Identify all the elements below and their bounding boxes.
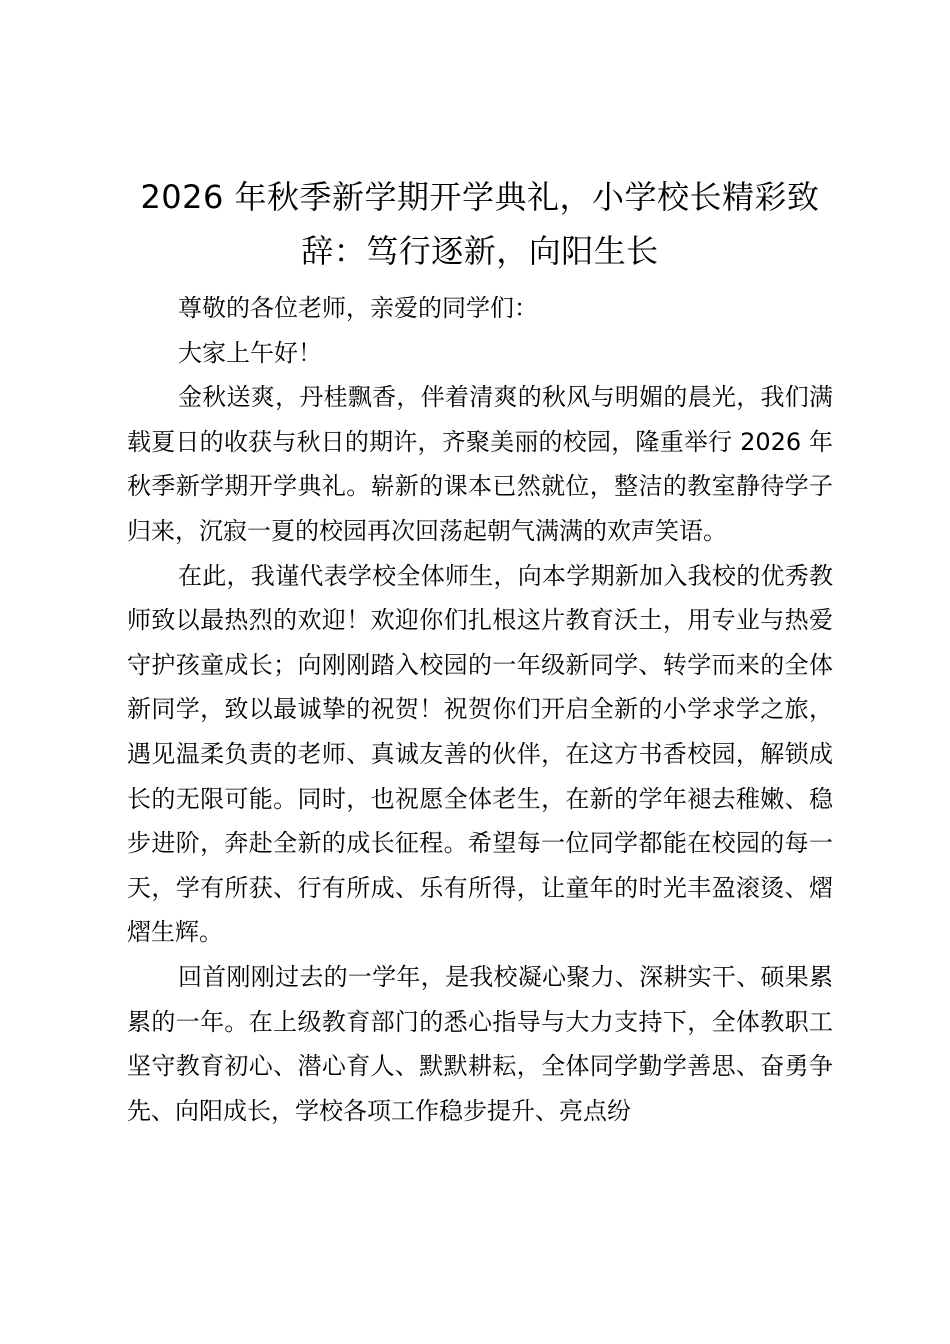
paragraph-review: 回首刚刚过去的一学年，是我校凝心聚力、深耕实干、硕果累累的一年。在上级教育部门的悉心指导与大力支持下，全体教职工坚守教育初心、潜心育人、默默耕耘，全体同学勤学善思、奋勇争先、向阳成长，学校各项工作稳步提升、亮点纷 [127, 962, 833, 1125]
paragraph-salutation: 尊敬的各位老师，亲爱的同学们： [178, 294, 538, 322]
paragraph-welcome: 在此，我谨代表学校全体师生，向本学期新加入我校的优秀教师致以最热烈的欢迎！欢迎你们扎根这片教育沃土，用专业与热爱守护孩童成长；向刚刚踏入校园的一年级新同学、转学而来的全体新同学，致以最诚挚的祝贺！祝贺你们开启全新的小学求学之旅，遇见温柔负责的老师、真诚友善的伙伴，在这方书香校园，解锁成长的无限可能。同时，也祝愿全体老生，在新的学年褪去稚嫩、稳步进阶，奔赴全新的成长征程。希望每一位同学都能在校园的每一天，学有所获、行有所成、乐有所得，让童年的时光丰盈滚烫、熠熠生辉。 [127, 561, 833, 947]
paragraph-greeting: 大家上午好！ [178, 338, 322, 367]
document-title: 2026 年秋季新学期开学典礼，小学校长精彩致辞：笃行逐新，向阳生长 [140, 178, 820, 270]
document-body [127, 286, 833, 1133]
document-page [127, 170, 833, 1133]
paragraph-opening: 金秋送爽，丹桂飘香，伴着清爽的秋风与明媚的晨光，我们满载夏日的收获与秋日的期许，齐聚美丽的校园，隆重举行 2026 年秋季新学期开学典礼。崭新的课本已然就位，整洁的教室静待学子归来，沉寂一夏的校园再次回荡起朝气满满的欢声笑语。 [127, 383, 833, 545]
